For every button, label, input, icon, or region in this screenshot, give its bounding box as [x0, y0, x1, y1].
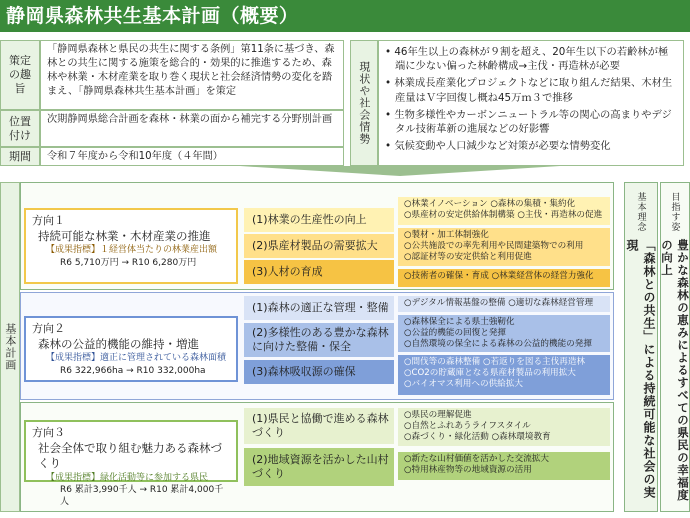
detail-item: ○間伐等の森林整備 ○若返りを図る主伐再造林 — [404, 357, 586, 367]
situation-item: • 気候変動や人口減少など対策が必要な情勢変化 — [385, 140, 611, 153]
direction-3-label: 方向３ — [32, 426, 65, 439]
direction-3-title: 社会全体で取り組む魅力ある森林づくり — [38, 440, 222, 471]
direction-3-indicator: 【成果指標】緑化活動等に参加する県民 — [46, 472, 209, 483]
detail-item: ○県産材の安定供給体制構築 ○主伐・再造林の促進 — [404, 210, 603, 221]
direction-1-indicator: 【成果指標】１経営体当たりの林業産出額 — [46, 245, 218, 256]
detail-item: ○デジタル情報基盤の整備 ○適切な森林経営管理 — [404, 298, 594, 308]
situation-item-text: 生物多様性やカーボンニュートラル等の関心の高まりやデジタル技術革新の進展などの好影響 — [394, 108, 672, 136]
direction-1-values: R6 5,710万円 → R10 6,280万円 — [60, 257, 197, 268]
measure-1-1: (1)林業の生産性の向上 — [244, 208, 394, 232]
detail-item: ○特用林産物等の地域資源の活用 — [404, 465, 532, 476]
detail-item: ○自然とふれあうライフスタイル — [404, 421, 531, 432]
situation-label: 現状や社会情勢 — [350, 40, 378, 166]
situation-item: • 46年生以上の森林が９割を超え、20年生以下の若齢林が極端に少ない偏った林齢構成→主伐・再造林が必要 — [385, 46, 669, 73]
label-position — [0, 110, 40, 147]
label-purpose — [0, 40, 40, 110]
page-title: 静岡県森林共生基本計画（概要） — [0, 0, 690, 32]
detail-item: ○バイオマス利用への供給拡大 — [404, 379, 523, 390]
situation-item-text: 林業成長産業化プロジェクトなどに取り組んだ結果、木材生産量はＶ字回復し概ね45万ｍ３で推移 — [394, 77, 673, 104]
philosophy-label: 基本理念 — [635, 192, 646, 232]
detail-item: ○森林保全による県土強靭化 — [404, 317, 515, 327]
measure-2-2: (2)多様性のある豊かな森林に向けた整備・保全 — [244, 323, 394, 357]
label-period-text: 期間 — [9, 149, 31, 163]
measure-1-2: (2)県産材製品の需要拡大 — [244, 234, 394, 258]
details-3-1 — [398, 408, 610, 446]
direction-2-title: 森林の公益的機能の維持・増進 — [38, 336, 199, 351]
detail-item: ○公益的機能の回復と発揮 — [404, 328, 507, 339]
measure-3-2: (2)地域資源を活かした山村づくり — [244, 448, 394, 486]
detail-item: ○認証材等の安定供給と利用促進 — [404, 252, 532, 263]
details-2-1 — [398, 296, 610, 312]
details-2-2 — [398, 315, 610, 352]
detail-item: ○技術者の確保・育成 ○林業経営体の経営力強化 — [404, 271, 594, 281]
philosophy-text: 「森林との共生」による持続可能な社会の実現 — [625, 239, 656, 499]
details-1-3 — [398, 269, 610, 287]
direction-3-box — [24, 420, 238, 508]
philosophy-column — [624, 182, 658, 512]
label-purpose-text: 策定の趣旨 — [9, 54, 31, 95]
detail-item: ○CO2の貯蔵庫となる県産材製品の利用拡大 — [404, 368, 576, 379]
plan-label: 基本計画 — [0, 182, 20, 512]
detail-item: ○新たな山村価値を活かした交流拡大 — [404, 454, 549, 464]
vision-column — [660, 182, 690, 512]
direction-1-label: 方向１ — [32, 214, 65, 227]
details-3-2 — [398, 452, 610, 480]
direction-2-values: R6 322,966ha → R10 332,000ha — [60, 365, 206, 376]
detail-item: ○県民の理解促進 — [404, 410, 472, 420]
direction-2-indicator: 【成果指標】適正に管理されている森林面積 — [46, 353, 227, 364]
detail-item: ○公共施設での率先利用や民間建築物での利用 — [404, 241, 584, 252]
detail-item: ○林業イノベーション ○森林の集積・集約化 — [404, 199, 576, 209]
position-text: 次期静岡県総合計画を森林・林業の面から補完する分野別計画 — [40, 110, 344, 147]
purpose-text: 「静岡県森林と県民の共生に関する条例」第11条に基づき、森林との共生に関する施策を総合的・効果的に推進するため、森林や林業・木材産業を取り巻く現状と社会経済情勢の変化を踏まえ、「静岡県森林共生基本計画」を策定 — [40, 40, 344, 110]
measure-2-1: (1)森林の適正な管理・整備 — [244, 296, 394, 320]
measure-1-3: (3)人材の育成 — [244, 260, 394, 284]
situation-list — [378, 40, 684, 166]
direction-2-box — [24, 316, 238, 382]
details-1-1 — [398, 197, 610, 225]
detail-item: ○森づくり・緑化活動 ○森林環境教育 — [404, 432, 551, 443]
details-1-2 — [398, 228, 610, 266]
vision-label: 目指す姿 — [669, 192, 680, 232]
detail-item: ○製材・加工体制強化 — [404, 230, 489, 240]
detail-item: ○自然環境の保全による森林の公益的機能の発揮 — [404, 339, 592, 350]
situation-item: • 林業成長産業化プロジェクトなどに取り組んだ結果、木材生産量はＶ字回復し概ね45万ｍ３で推移 — [385, 77, 673, 104]
measure-2-3: (3)森林吸収源の確保 — [244, 360, 394, 384]
direction-3-values: R6 累計3,990千人 → R10 累計4,000千人 — [60, 485, 224, 508]
vision-text: 豊かな森林の恵みによるすべての県民の幸福度の向上 — [660, 239, 690, 502]
direction-1-box — [24, 208, 238, 284]
down-arrow — [240, 166, 560, 176]
measure-3-1: (1)県民と協働で進める森林づくり — [244, 408, 394, 444]
situation-item: • 生物多様性やカーボンニュートラル等の関心の高まりやデジタル技術革新の進展などの好影響 — [385, 108, 672, 136]
label-position-text: 位置付け — [9, 114, 31, 142]
label-period — [0, 147, 40, 166]
direction-2-label: 方向２ — [32, 322, 65, 335]
direction-1-title: 持続可能な林業・木材産業の推進 — [38, 228, 211, 243]
details-2-3 — [398, 355, 610, 395]
period-text: 令和７年度から令和10年度（４年間） — [40, 147, 344, 166]
situation-item-text: 気候変動や人口減少など対策が必要な情勢変化 — [394, 140, 611, 153]
situation-item-text: 46年生以上の森林が９割を超え、20年生以下の若齢林が極端に少ない偏った林齢構成→主伐・再造林が必要 — [394, 46, 669, 73]
